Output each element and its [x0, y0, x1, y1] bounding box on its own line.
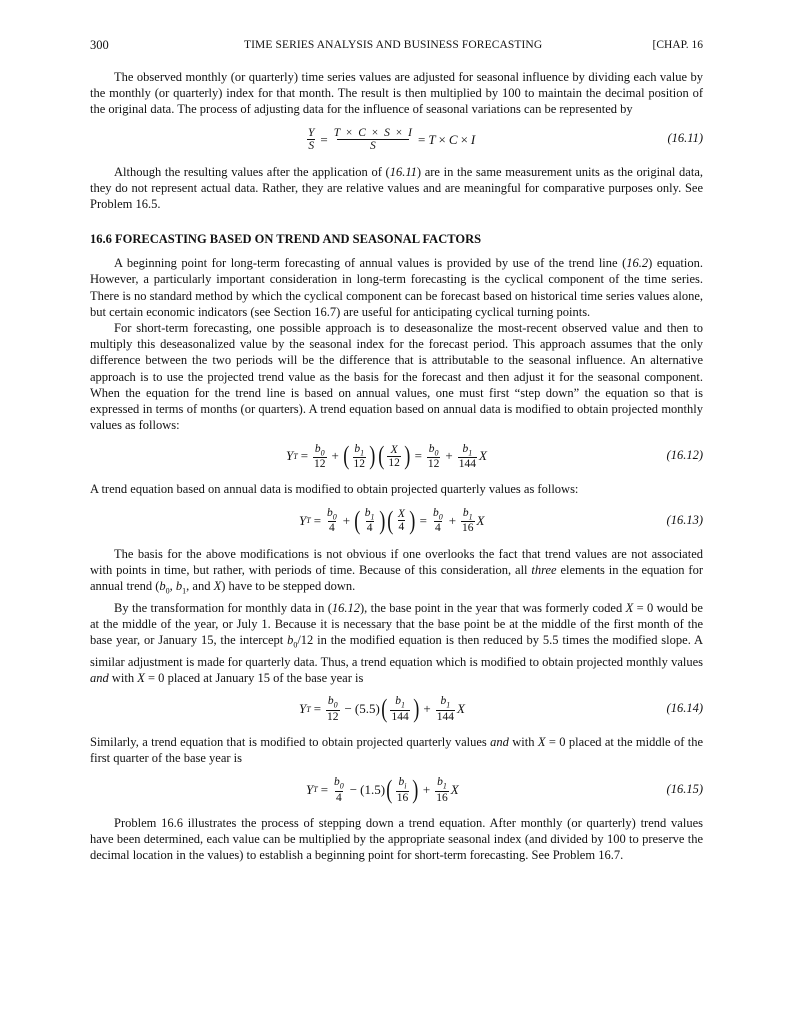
page-number: 300	[90, 38, 109, 52]
equation-16-11	[90, 120, 703, 160]
equation-label: (16.12)	[666, 448, 703, 463]
equation-16-13-body: Y T = $\frac{b_0}{4}$ + ( $\frac{b_1}{4}$ ) ( $\frac{X}{4}$ ) = $\frac{b_0}{4}$ + $\frac{b_1}{16}$ X	[299, 505, 485, 535]
intro-paragraph: The observed monthly (or quarterly) time series values are adjusted for seasonal influence by dividing each value by the monthly (or quarterly) index for that month. The result is then multiplied by 100 to maintain the decimal position of the original data. The process of adjusting data for the influence of seasonal variations can be represented by	[90, 70, 703, 117]
equation-16-13	[90, 500, 703, 542]
equation-16-15-body: Y T = $\frac{b_0}{4}$ − (1.5) ( $\frac{b_i}{16}$ ) + $\frac{b_1}{16}$ X	[306, 774, 459, 804]
chapter-label: [CHAP. 16	[652, 39, 703, 51]
equation-label: (16.11)	[667, 130, 703, 145]
section-heading: 16.6 FORECASTING BASED ON TREND AND SEASONAL FACTORS	[90, 232, 482, 247]
paragraph-after-16-11: Although the resulting values after the application of (16.11) are in the same measurement units as the original data, they do not represent actual data. Rather, they are relative values and are meaningful for comparative purposes only. See Problem 16.5.	[90, 164, 703, 212]
equation-16-14-body: Y T = $\frac{b_0}{12}$ − (5.5) ( $\frac{b_1}{144}$ ) + $\frac{b_1}{144}$ X	[299, 694, 465, 724]
equation-label: (16.14)	[666, 701, 703, 716]
paragraph: A trend equation based on annual data is modified to obtain projected quarterly values as follows:	[90, 482, 579, 497]
paragraph: A beginning point for long-term forecasting of annual values is provided by use of the trend line (16.2) equation. However, a particularly important consideration in long-term forecasting is the cyclical component of the time series. There is no standard method by which the cyclical component can be forecast based on historical time series values alone, but certain economic indicators (see Section 16.7) are useful for anticipating cyclical turning points.	[90, 256, 703, 319]
equation-label: (16.15)	[666, 781, 703, 796]
equation-16-15	[90, 769, 703, 811]
equation-label: (16.13)	[666, 512, 703, 527]
paragraph: Similarly, a trend equation that is modified to obtain projected quarterly values and with X = 0 placed at the middle of the first quarter of the base year is	[90, 735, 703, 766]
equation-16-11-body: $\frac{Y}{S}$ = $\frac{T \times C \times S \times I}{S}$ = T × C × I	[308, 127, 476, 153]
page	[90, 38, 703, 863]
equation-16-12-body: Y T = $\frac{b_0}{12}$ + ( $\frac{b_1}{12}$ ) ( $\frac{X}{12}$ ) = $\frac{b_0}{12}$ + $\frac{b_1}{144}$ X	[286, 441, 487, 471]
running-title: TIME SERIES ANALYSIS AND BUSINESS FORECASTING	[244, 39, 543, 51]
equation-16-14	[90, 688, 703, 730]
equation-16-12	[90, 435, 703, 477]
paragraph: Problem 16.6 illustrates the process of stepping down a trend equation. After monthly (or quarterly) trend values have been determined, each value can be multiplied by the appropriate seasonal index (and divided by 100 to preserve the decimal location in the values) to establish a beginning point for short-term forecasting. See Problem 16.7.	[90, 815, 703, 863]
paragraph: For short-term forecasting, one possible approach is to deseasonalize the most-recent observed value and then to multiply this deseasonalized value by the seasonal index for the forecast period. This approach assumes that the only difference between the two periods will be the difference that is attributable to the seasonal influence. An alternative approach is to use the projected trend value as the basis for the forecast and then adjust it for the seasonal component. When the equation for the trend line is based on annual values, one must first “step down” the equation so that is expressed in terms of months (or quarters). A trend equation based on annual data is modified to obtain projected monthly values as follows:	[90, 321, 703, 433]
paragraph: By the transformation for monthly data in (16.12), the base point in the year that was formerly coded X = 0 would be at the middle of the year, or July 1. Because it is necessary that the base point be at the middle of the first month of the base year, or January 15, the intercept $b_0/12$ in the modified equation is then reduced by 5.5 times the modified slope. A similar adjustment is made for quarterly data. Thus, a trend equation which is modified to obtain projected monthly values and with X = 0 placed at January 15 of the base year is	[90, 600, 703, 686]
paragraph: The basis for the above modifications is not obvious if one overlooks the fact that trend values are not associated with points in time, but rather, with periods of time. Because of this consideration, all three elements in the equation for annual trend ($b_0$, $b_1$, and X) have to be stepped down.	[90, 546, 703, 596]
running-header	[90, 38, 703, 56]
